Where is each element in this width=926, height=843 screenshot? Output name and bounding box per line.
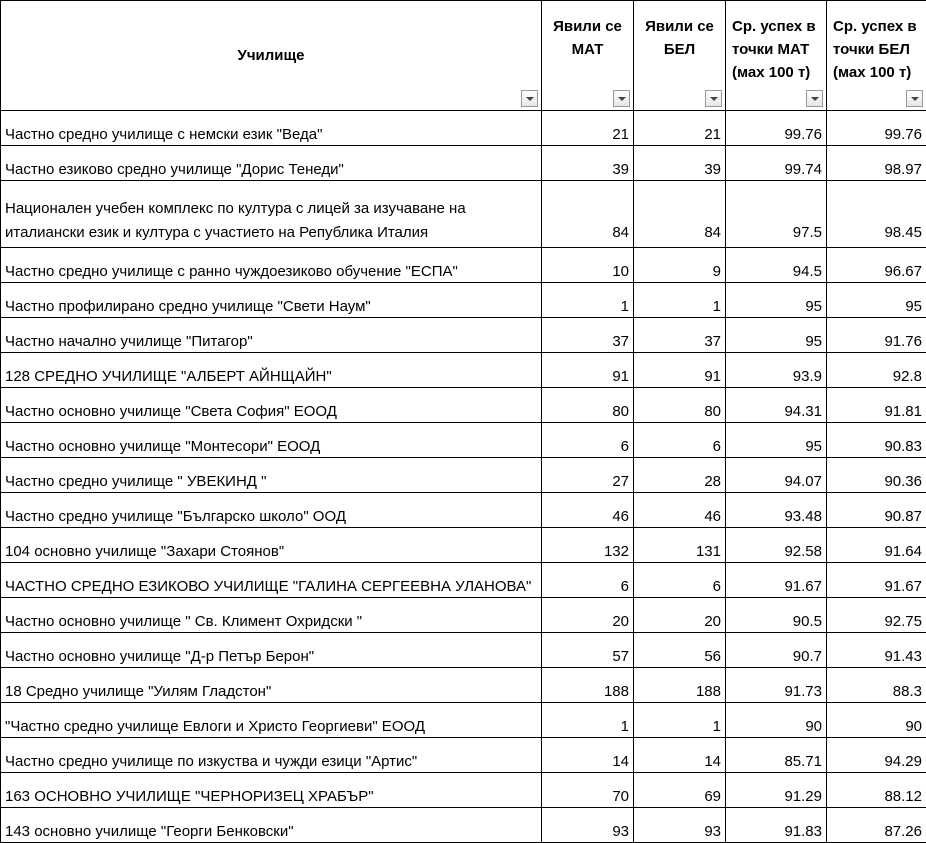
cell-school[interactable]: Частно средно училище "Българско школо" ООД [1,493,542,528]
cell-school[interactable]: Частно профилирано средно училище "Свети Наум" [1,283,542,318]
cell-bel-score[interactable]: 95 [827,283,926,318]
cell-bel-count[interactable]: 21 [634,111,726,146]
cell-mat-count[interactable]: 1 [542,703,634,738]
cell-bel-score[interactable]: 92.75 [827,598,926,633]
table-row [1,111,926,146]
header-bel-score [827,1,926,111]
cell-mat-score[interactable]: 95 [726,283,827,318]
cell-bel-count[interactable]: 69 [634,773,726,808]
cell-bel-score[interactable]: 90 [827,703,926,738]
cell-bel-count[interactable]: 1 [634,703,726,738]
header-bel-count [634,1,726,111]
cell-mat-score[interactable]: 92.58 [726,528,827,563]
table-row [1,318,926,353]
header-mat-count-label: Явили се МАТ [553,18,622,58]
table-row [1,248,926,283]
cell-school[interactable]: Частно основно училище " Св. Климент Охридски " [1,598,542,633]
cell-bel-score[interactable]: 90.83 [827,423,926,458]
table-row [1,773,926,808]
header-school [1,1,542,111]
table-row [1,668,926,703]
cell-mat-count[interactable]: 1 [542,283,634,318]
cell-school[interactable]: Частно средно училище по изкуства и чужди езици "Артис" [1,738,542,773]
cell-bel-count[interactable]: 91 [634,353,726,388]
filter-dropdown-icon[interactable] [705,90,722,107]
cell-bel-count[interactable]: 188 [634,668,726,703]
cell-mat-score[interactable]: 91.83 [726,808,827,843]
cell-mat-count[interactable]: 57 [542,633,634,668]
cell-bel-count[interactable]: 80 [634,388,726,423]
cell-mat-count[interactable]: 21 [542,111,634,146]
cell-bel-count[interactable]: 84 [634,181,726,248]
cell-school[interactable]: 18 Средно училище "Уилям Гладстон" [1,668,542,703]
table-row [1,423,926,458]
cell-mat-score[interactable]: 90.7 [726,633,827,668]
filter-dropdown-icon[interactable] [806,90,823,107]
cell-mat-count[interactable]: 37 [542,318,634,353]
table-row [1,181,926,248]
cell-mat-score[interactable]: 94.07 [726,458,827,493]
cell-bel-count[interactable]: 6 [634,563,726,598]
cell-school[interactable]: 163 ОСНОВНО УЧИЛИЩЕ "ЧЕРНОРИЗЕЦ ХРАБЪР" [1,773,542,808]
cell-school[interactable]: Частно езиково средно училище "Дорис Тенеди" [1,146,542,181]
table-row [1,598,926,633]
cell-mat-count[interactable]: 132 [542,528,634,563]
cell-mat-score[interactable]: 90.5 [726,598,827,633]
cell-bel-score[interactable]: 90.87 [827,493,926,528]
table-row [1,458,926,493]
table-row [1,528,926,563]
filter-dropdown-icon[interactable] [521,90,538,107]
cell-mat-score[interactable]: 97.5 [726,181,827,248]
cell-school[interactable]: 104 основно училище "Захари Стоянов" [1,528,542,563]
filter-dropdown-icon[interactable] [906,90,923,107]
cell-bel-count[interactable]: 9 [634,248,726,283]
cell-mat-count[interactable]: 6 [542,563,634,598]
cell-school[interactable]: Частно средно училище с немски език "Веда" [1,111,542,146]
cell-school[interactable]: 128 СРЕДНО УЧИЛИЩЕ "АЛБЕРТ АЙНЩАЙН" [1,353,542,388]
cell-mat-score[interactable]: 90 [726,703,827,738]
cell-mat-count[interactable]: 14 [542,738,634,773]
cell-bel-score[interactable]: 94.29 [827,738,926,773]
cell-school[interactable]: ЧАСТНО СРЕДНО ЕЗИКОВО УЧИЛИЩЕ "ГАЛИНА СЕРГЕЕВНА УЛАНОВА" [1,563,542,598]
cell-school[interactable]: Частно начално училище "Питагор" [1,318,542,353]
cell-mat-score[interactable]: 93.9 [726,353,827,388]
cell-school[interactable]: Частно основно училище "Д-р Петър Берон" [1,633,542,668]
table-row [1,353,926,388]
cell-mat-count[interactable]: 6 [542,423,634,458]
cell-school[interactable]: Частно средно училище " УВЕКИНД " [1,458,542,493]
cell-school[interactable]: 143 основно училище "Георги Бенковски" [1,808,542,843]
table-row [1,493,926,528]
header-bel-score-label: Ср. успех в точки БЕЛ (мах 100 т) [833,15,921,84]
cell-bel-score[interactable]: 91.76 [827,318,926,353]
cell-mat-count[interactable]: 39 [542,146,634,181]
cell-mat-score[interactable]: 91.67 [726,563,827,598]
header-mat-score [726,1,827,111]
table-row [1,738,926,773]
cell-mat-score[interactable]: 93.48 [726,493,827,528]
cell-bel-count[interactable]: 56 [634,633,726,668]
cell-bel-score[interactable]: 91.81 [827,388,926,423]
cell-mat-score[interactable]: 95 [726,423,827,458]
cell-mat-count[interactable]: 188 [542,668,634,703]
cell-school[interactable]: Частно основно училище "Монтесори" ЕООД [1,423,542,458]
cell-bel-score[interactable]: 88.3 [827,668,926,703]
cell-bel-count[interactable]: 39 [634,146,726,181]
cell-bel-count[interactable]: 14 [634,738,726,773]
cell-bel-score[interactable]: 90.36 [827,458,926,493]
filter-dropdown-icon[interactable] [613,90,630,107]
header-bel-count-label: Явили се БЕЛ [645,18,714,58]
table-row [1,146,926,181]
cell-bel-count[interactable]: 131 [634,528,726,563]
cell-mat-score[interactable]: 95 [726,318,827,353]
cell-mat-count[interactable]: 80 [542,388,634,423]
cell-mat-score[interactable]: 94.5 [726,248,827,283]
table-row [1,703,926,738]
cell-bel-score[interactable]: 91.67 [827,563,926,598]
cell-bel-count[interactable]: 6 [634,423,726,458]
table-row [1,283,926,318]
cell-mat-count[interactable]: 70 [542,773,634,808]
table-row [1,563,926,598]
header-mat-count [542,1,634,111]
cell-school[interactable]: Национален учебен комплекс по култура с лицей за изучаване на италиански език и култура с участието на Република Италия [1,181,542,248]
cell-mat-count[interactable]: 91 [542,353,634,388]
cell-mat-count[interactable]: 10 [542,248,634,283]
header-school-label: Училище [237,47,304,64]
table-row [1,633,926,668]
cell-bel-count[interactable]: 46 [634,493,726,528]
cell-mat-score[interactable]: 99.76 [726,111,827,146]
cell-bel-score[interactable]: 88.12 [827,773,926,808]
table-row [1,388,926,423]
cell-mat-score[interactable]: 91.73 [726,668,827,703]
cell-mat-count[interactable]: 20 [542,598,634,633]
cell-bel-score[interactable]: 99.76 [827,111,926,146]
cell-bel-score[interactable]: 96.67 [827,248,926,283]
cell-bel-score[interactable]: 92.8 [827,353,926,388]
cell-mat-score[interactable]: 99.74 [726,146,827,181]
cell-bel-score[interactable]: 91.64 [827,528,926,563]
cell-school[interactable]: "Частно средно училище Евлоги и Христо Георгиеви" ЕООД [1,703,542,738]
cell-mat-count[interactable]: 46 [542,493,634,528]
cell-bel-count[interactable]: 28 [634,458,726,493]
cell-bel-count[interactable]: 1 [634,283,726,318]
cell-mat-score[interactable]: 85.71 [726,738,827,773]
cell-bel-count[interactable]: 20 [634,598,726,633]
cell-bel-score[interactable]: 98.97 [827,146,926,181]
cell-school[interactable]: Частно основно училище "Света София" ЕООД [1,388,542,423]
cell-bel-score[interactable]: 87.26 [827,808,926,843]
cell-bel-count[interactable]: 93 [634,808,726,843]
cell-mat-count[interactable]: 93 [542,808,634,843]
cell-mat-count[interactable]: 84 [542,181,634,248]
table-row [1,808,926,843]
cell-school[interactable]: Частно средно училище с ранно чуждоезиково обучение "ЕСПА" [1,248,542,283]
cell-mat-score[interactable]: 94.31 [726,388,827,423]
cell-mat-score[interactable]: 91.29 [726,773,827,808]
header-row [1,1,926,111]
cell-bel-score[interactable]: 98.45 [827,181,926,248]
cell-mat-count[interactable]: 27 [542,458,634,493]
cell-bel-count[interactable]: 37 [634,318,726,353]
header-mat-score-label: Ср. успех в точки МАТ (мах 100 т) [732,15,820,84]
cell-bel-score[interactable]: 91.43 [827,633,926,668]
